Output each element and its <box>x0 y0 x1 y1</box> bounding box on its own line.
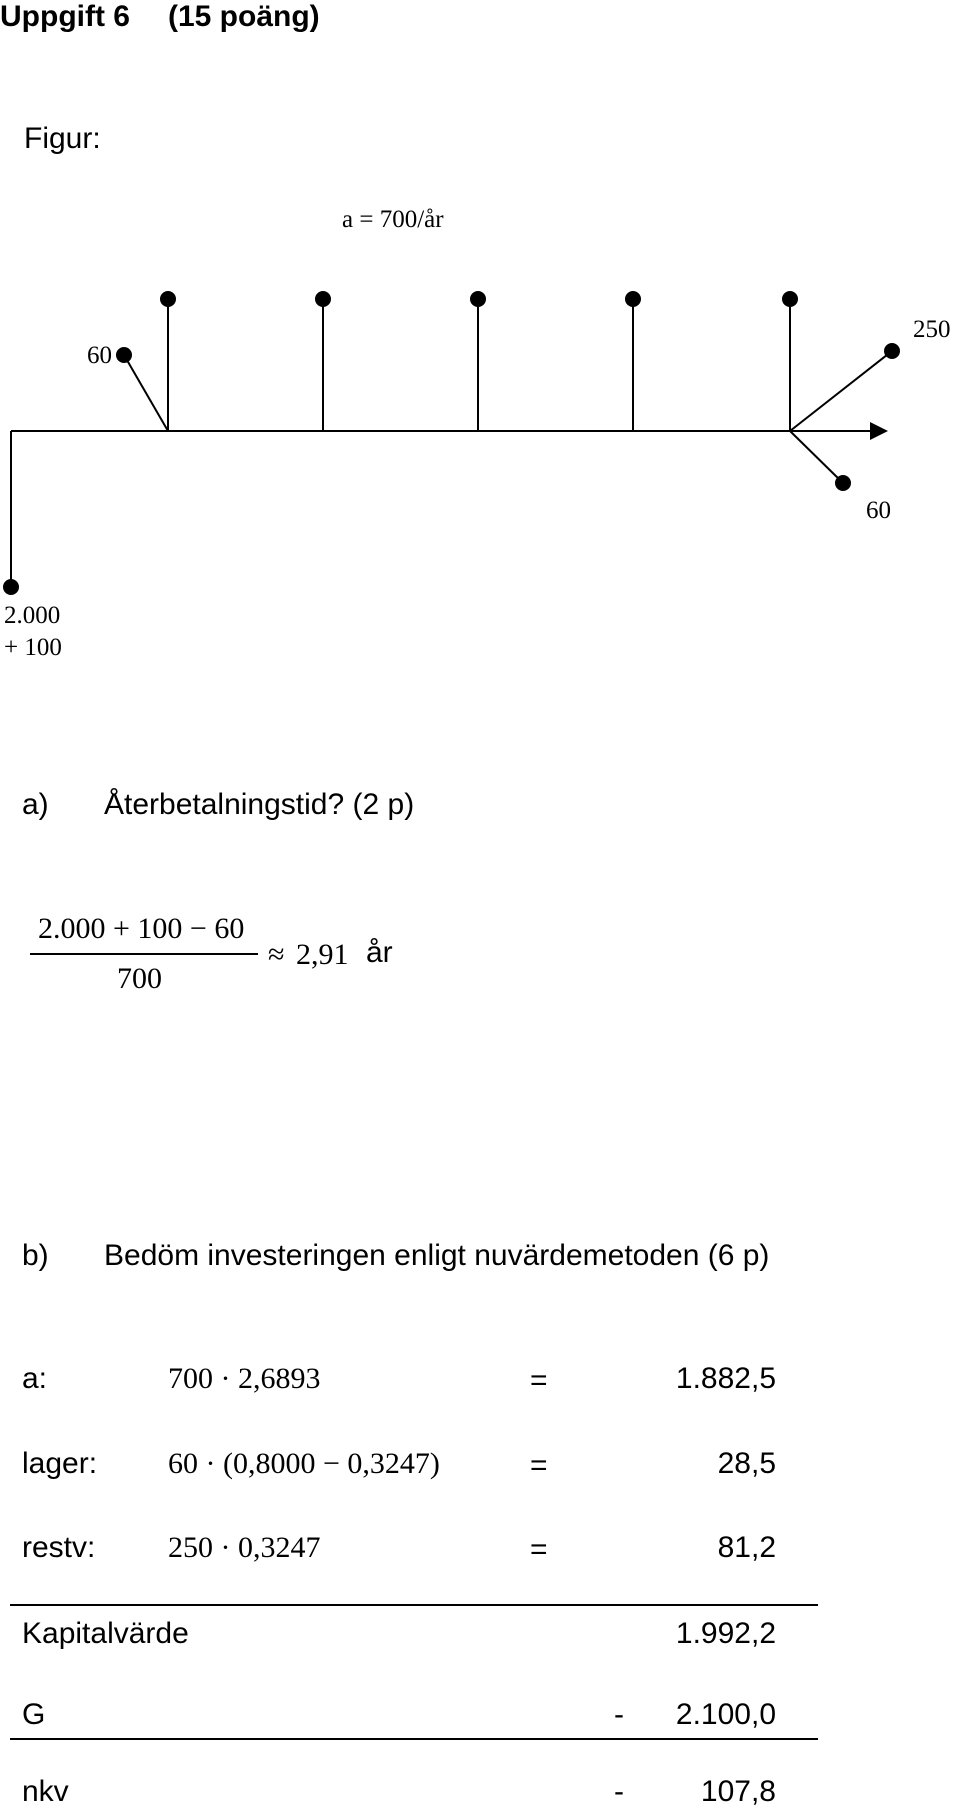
residual-dot <box>884 343 900 359</box>
inventory-in-label: 60 <box>87 342 112 369</box>
row-lager-value: 28,5 <box>717 1447 776 1480</box>
row-restv-expression: 250 · 0,3247 <box>168 1531 321 1564</box>
payment-dot-5 <box>782 291 798 307</box>
inventory-out-line <box>790 431 843 483</box>
sum-rule-top <box>10 1604 818 1606</box>
residual-label: 250 <box>913 316 951 343</box>
payback-result: 2,91 <box>296 938 349 971</box>
capital-value-label: Kapitalvärde <box>22 1617 189 1650</box>
inventory-in-line <box>124 355 168 431</box>
inventory-in-dot <box>116 347 132 363</box>
task-title: Uppgift 6 <box>0 0 130 33</box>
payment-dot-4 <box>625 291 641 307</box>
fraction-denominator: 700 <box>117 962 162 995</box>
payment-dot-1 <box>160 291 176 307</box>
part-b-question: Bedöm investeringen enligt nuvärdemetoden (6 p) <box>104 1239 770 1272</box>
approx-sign: ≈ <box>268 938 285 971</box>
figure-label: Figur: <box>24 122 101 155</box>
annuity-label: a = 700/år <box>342 206 444 233</box>
time-axis-arrow <box>870 422 888 440</box>
row-a-expression: 700 · 2,6893 <box>168 1362 321 1395</box>
task-heading <box>0 0 320 34</box>
row-a-value: 1.882,5 <box>675 1362 776 1395</box>
row-lager-expression: 60 · (0,8000 − 0,3247) <box>168 1447 440 1480</box>
fraction-bar <box>30 953 258 955</box>
investment-label-2: + 100 <box>4 634 62 661</box>
sum-rule-bottom <box>10 1738 818 1740</box>
task-points: (15 poäng) <box>167 0 320 33</box>
investment-label-1: 2.000 <box>4 602 61 629</box>
row-restv-value: 81,2 <box>717 1531 776 1564</box>
investment-dot <box>3 579 19 595</box>
row-restv-label: restv: <box>22 1531 96 1564</box>
inventory-out-label: 60 <box>866 497 891 524</box>
payment-dot-2 <box>315 291 331 307</box>
row-a-label: a: <box>22 1362 48 1395</box>
nkv-sign: - <box>614 1775 624 1808</box>
row-lager-label: lager: <box>22 1447 98 1480</box>
residual-line <box>790 351 892 431</box>
g-label: G <box>22 1698 46 1731</box>
capital-value-amount: 1.992,2 <box>675 1617 776 1650</box>
part-a-question: Återbetalningstid? (2 p) <box>104 788 415 821</box>
g-value: 2.100,0 <box>675 1698 776 1731</box>
nkv-label: nkv <box>22 1775 69 1808</box>
inventory-out-dot <box>835 475 851 491</box>
cashflow-diagram <box>0 195 960 675</box>
nkv-value: 107,8 <box>700 1775 776 1808</box>
part-a-label: a) <box>22 788 49 821</box>
row-a-equals: = <box>530 1364 548 1397</box>
row-lager-equals: = <box>530 1449 548 1482</box>
g-sign: - <box>614 1698 624 1731</box>
row-restv-equals: = <box>530 1533 548 1566</box>
fraction-numerator: 2.000 + 100 − 60 <box>38 912 245 945</box>
payback-unit: år <box>366 936 393 969</box>
part-b-label: b) <box>22 1239 49 1272</box>
payment-dot-3 <box>470 291 486 307</box>
